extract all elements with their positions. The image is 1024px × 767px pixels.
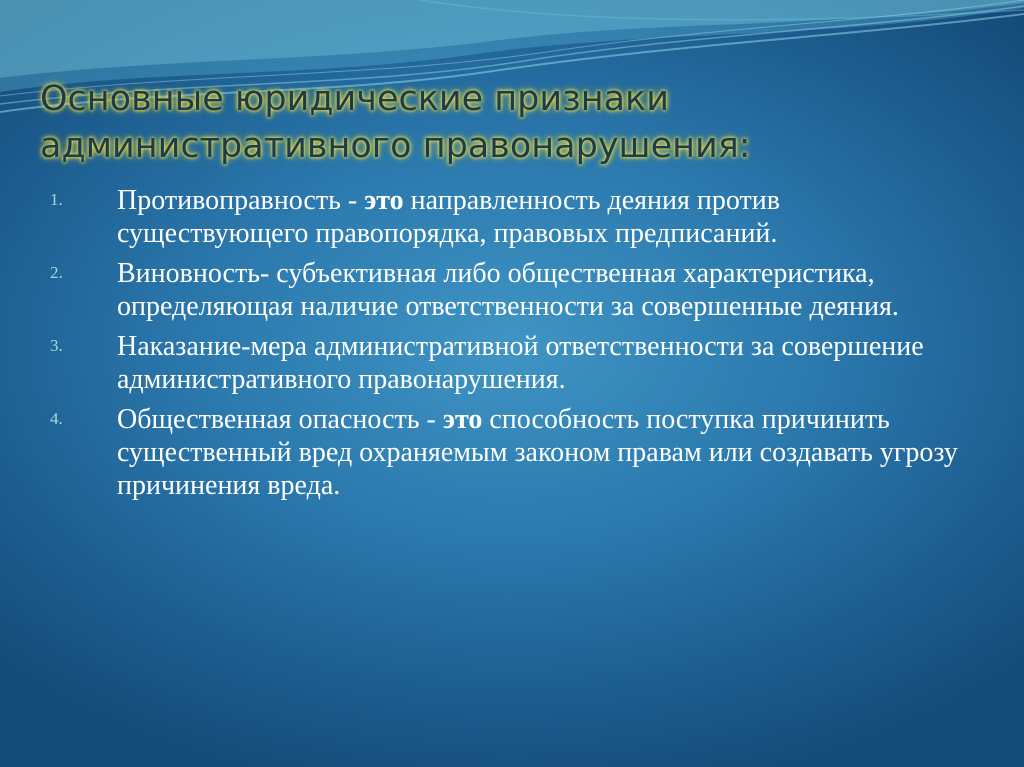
item-text-part: направленность деяния против существующего правопорядка, правовых предписаний. (117, 185, 780, 249)
list-item (0, 184, 1024, 250)
list-item (0, 257, 1024, 323)
item-text-part: Виновность- субъективная либо общественная характеристика, определяющая наличие ответственности за совершенные деяния. (117, 258, 899, 322)
item-number: 1. (50, 190, 63, 209)
item-number: 3. (50, 336, 63, 355)
slide-title: Основные юридические признаки административного правонарушения: (40, 79, 751, 166)
item-text-bold: это (364, 185, 404, 216)
item-text (117, 403, 977, 502)
list-item (0, 403, 1024, 502)
item-text (117, 184, 977, 250)
item-number: 2. (50, 263, 63, 282)
list-item (0, 330, 1024, 396)
item-text-part: Наказание-мера административной ответственности за совершение административного правонарушения. (117, 331, 924, 395)
item-text (117, 257, 977, 323)
item-text (117, 330, 977, 396)
criteria-list (0, 184, 1024, 509)
item-text-part: Общественная опасность - (117, 404, 443, 435)
item-text-bold: это (442, 404, 483, 435)
item-number: 4. (50, 409, 63, 428)
item-text-part: Противоправность - (117, 185, 365, 216)
item-text-part: способность поступка причинить существенный вред охраняемым законом правам или создавать угрозу причинения вреда. (117, 404, 958, 501)
